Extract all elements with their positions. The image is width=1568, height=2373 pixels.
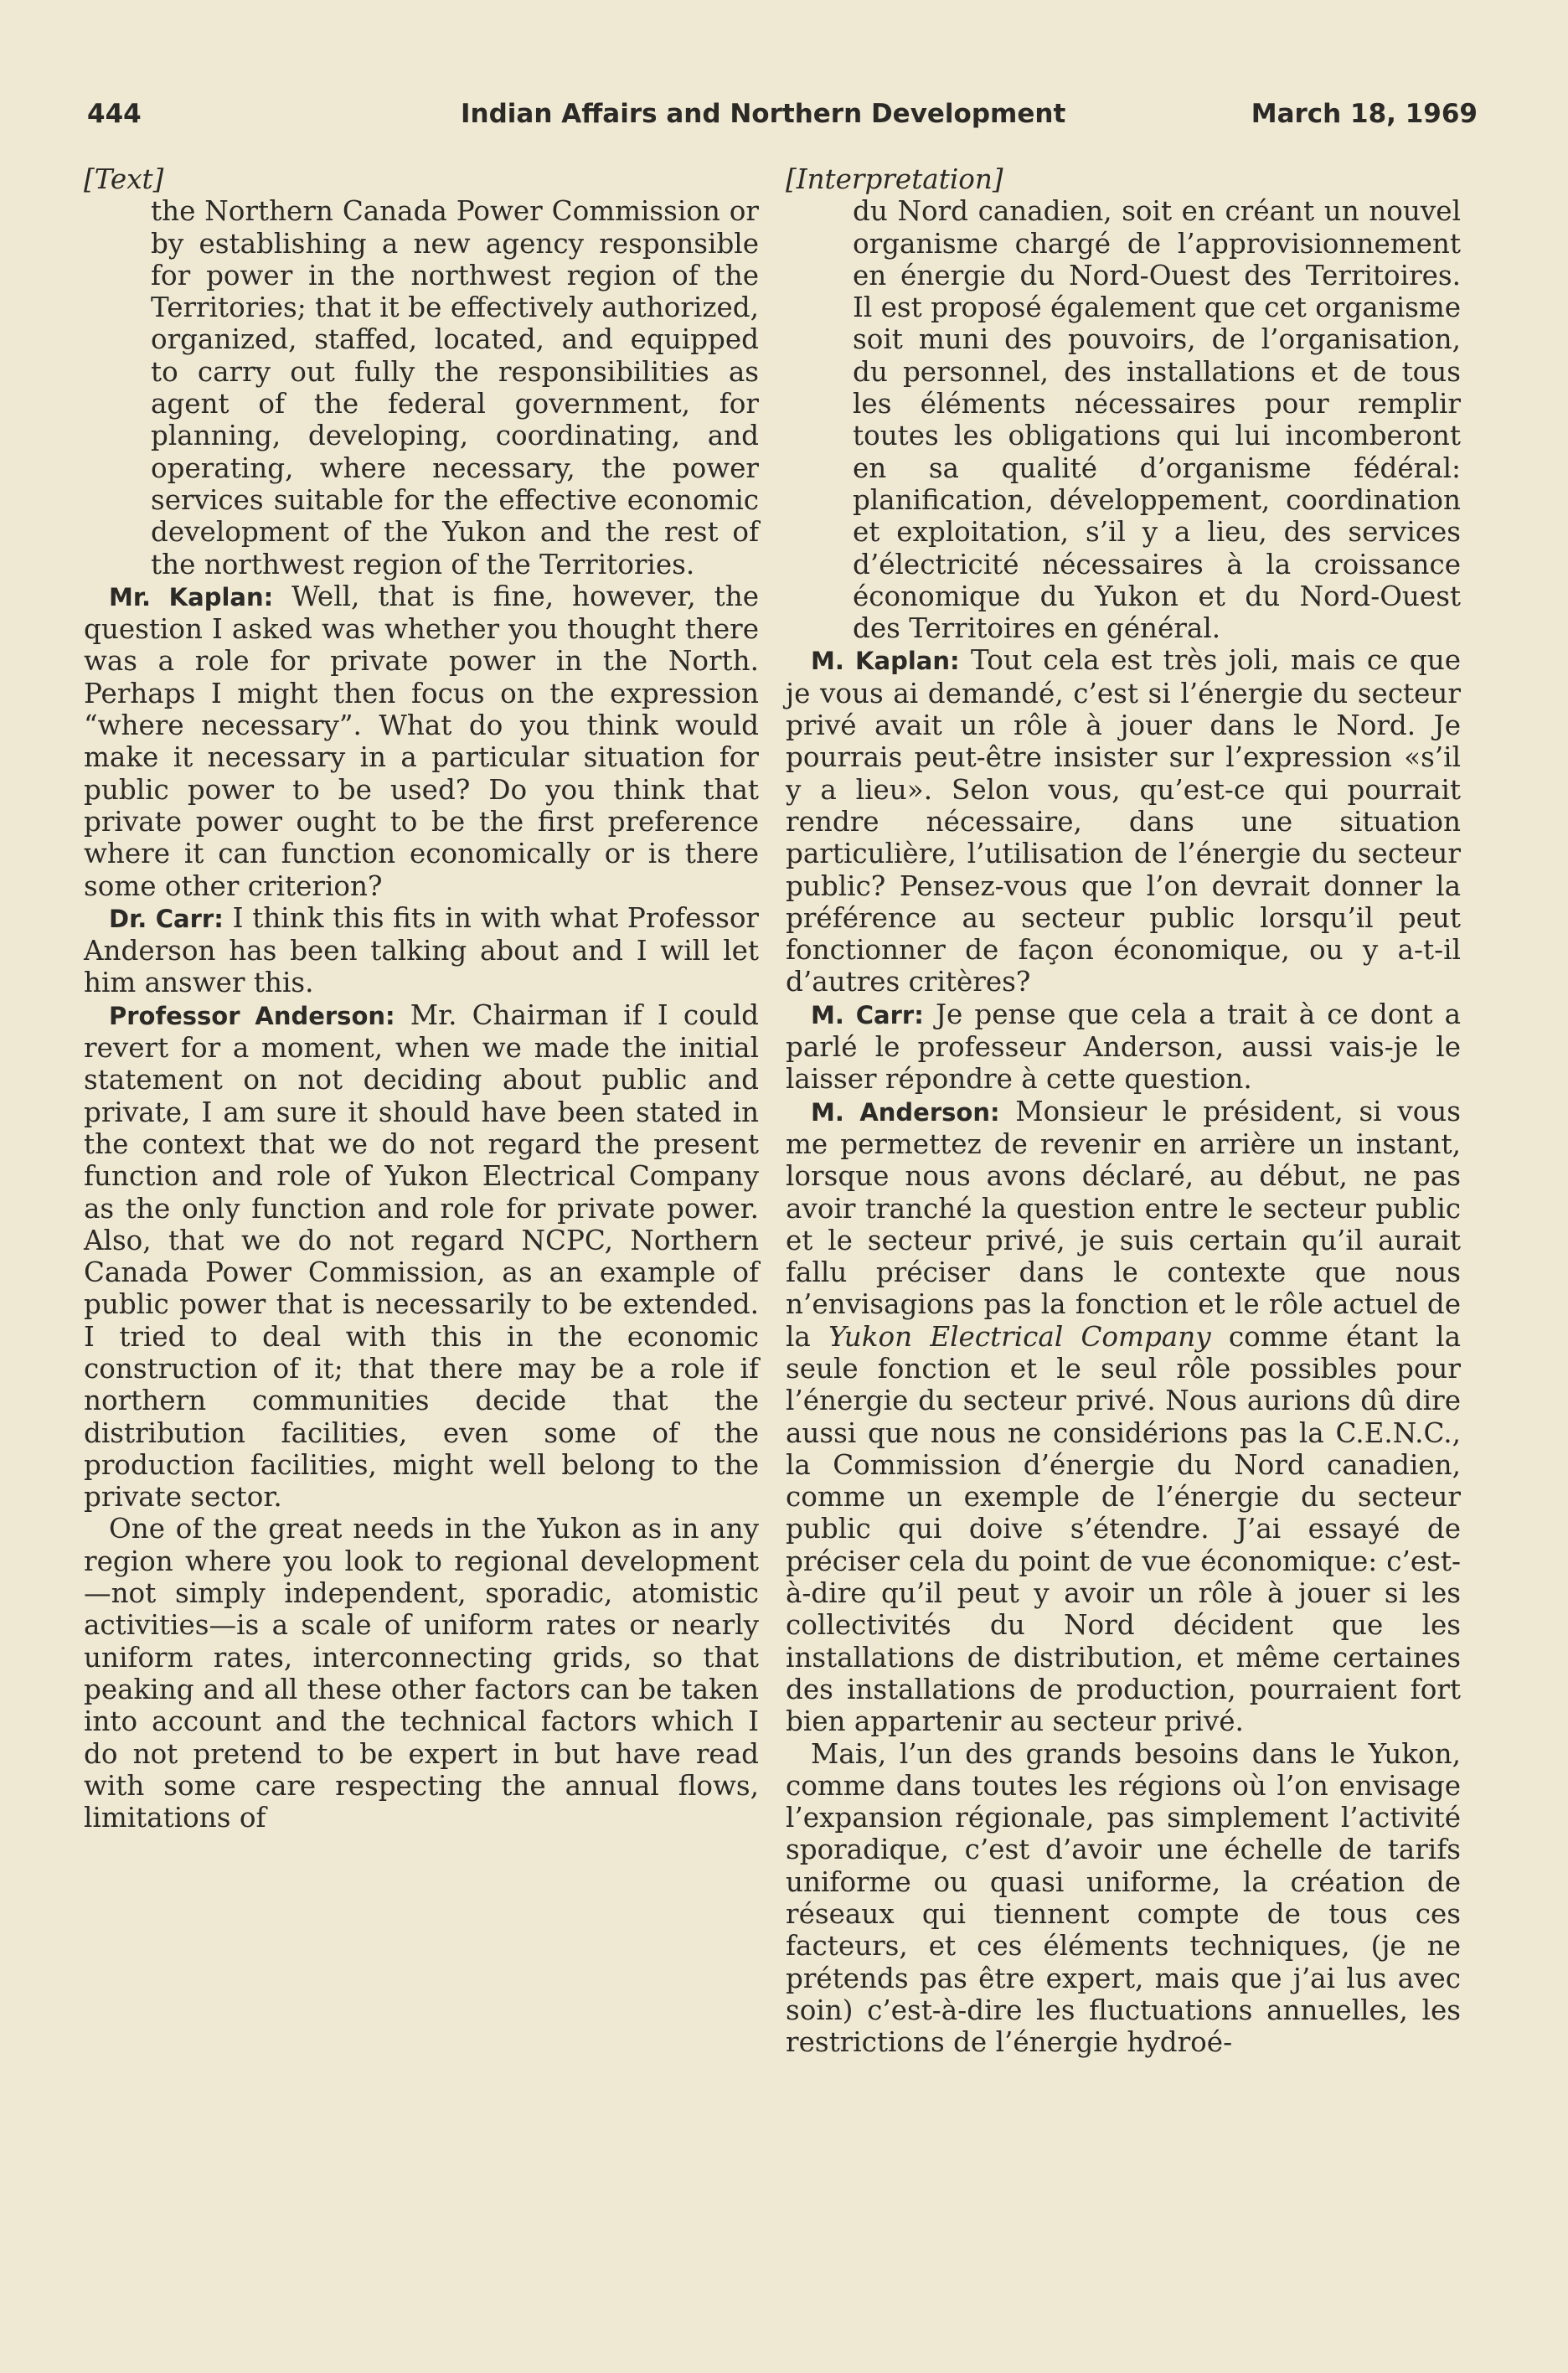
anderson-answer-fr [786,1096,1461,1738]
speaker-name: M. Anderson: [811,1097,1000,1127]
carr-answer [84,902,759,999]
anderson-answer [84,999,759,1514]
running-title: Indian Affairs and Northern Development [461,99,1066,129]
speech-text: Je pense que cela a trait à ce dont a parlé le professeur Anderson, aussi vais-je le laisser répondre à cette question. [786,998,1461,1096]
page-header [87,99,1478,132]
kaplan-question-fr [786,644,1461,998]
recommendation-paragraph: the Northern Canada Power Commission or by establishing a new agency responsible for power in the northwest region of the Territories; that it be effectively authorized, organized, staffed, located, and equipped to carry out fully the responsibilities as agent of the federal government, for planning, developing, coordinating, and operating, where necessary, the power services suitable for the effective economic development of the Yukon and the rest of the northwest region of the Territories. [151,195,759,580]
speaker-name: M. Kaplan: [811,647,960,676]
regional-needs-paragraph: One of the great needs in the Yukon as in any region where you look to regional development—not simply independent, sporadic, atomistic activities—is a scale of uniform rates or nearly uniform rates, interconnecting grids, so that peaking and all these other factors can be taken into account and the technical factors which I do not pretend to be expert in but have read with some care respecting the annual flows, limitations of [84,1513,759,1834]
carr-answer-fr [786,998,1461,1096]
speech-text: Tout cela est très joli, mais ce que je vous ai demandé, c’est si l’énergie du secteur privé avait un rôle à jouer dans le Nord. Je pourrais peut-être insister sur l’expression «s’il y a lieu». Selon vous, qu’est-ce qui pourrait rendre nécessaire, dans une situation particulière, l’utilisation de l’énergie du secteur public? Pensez-vous que l’on devrait donner la préférence au secteur public lorsqu’il peut fonctionner de façon économique, ou y a-t-il d’autres critères? [786,644,1461,998]
recommendation-paragraph-fr: du Nord canadien, soit en créant un nouvel organisme chargé de l’approvisionnement en énergie du Nord-Ouest des Territoires. Il est proposé également que cet organisme soit muni des pouvoirs, de l’organisation, du personnel, des installations et de tous les éléments nécessaires pour remplir toutes les obligations qui lui incomberont en sa qualité d’organisme fédéral: planification, développement, coordination et exploitation, s’il y a lieu, des services d’électricité nécessaires à la croissance économique du Yukon et du Nord-Ouest des Territoires en général. [853,195,1462,645]
interpretation-label: [Interpretation] [786,163,1003,195]
speech-text: Monsieur le président, si vous me permettez de revenir en arrière un instant, lorsque nous avons déclaré, au début, ne pas avoir tranché la question entre le secteur public et le secteur privé, je suis certain qu’il aurait fallu préciser dans le contexte que nous n’envisagions pas la fonction et le rôle actuel de la [786,1095,1462,1353]
speaker-name: Dr. Carr: [109,904,224,933]
page-number: 444 [87,99,142,129]
speech-text: comme étant la seule fonction et le seul rôle possibles pour l’énergie du secteur privé. Nous aurions dû dire aussi que nous ne considérions pas la C.E.N.C., la Commission d’énergie du Nord canadien, comme un exemple de l’énergie du secteur public qui doive s’étendre. J’ai essayé de préciser cela du point de vue économique: c’est-à-dire qu’il peut y avoir un rôle à jouer si les collectivités du Nord décident que les installations de distribution, et même certaines des installations de production, pourraient fort bien appartenir au secteur privé. [786,1320,1462,1738]
header-date: March 18, 1969 [1251,99,1478,129]
english-column [84,163,759,1834]
text-label: [Text] [84,163,164,195]
regional-needs-paragraph-fr: Mais, l’un des grands besoins dans le Yukon, comme dans toutes les régions où l’on envisage l’expansion régionale, pas simplement l’activité sporadique, c’est d’avoir une échelle de tarifs uniforme ou quasi uniforme, la création de réseaux qui tiennent compte de tous ces facteurs, et ces éléments techniques, (je ne prétends pas être expert, mais que j’ai lus avec soin) c’est-à-dire les fluctuations annuelles, les restrictions de l’énergie hydroé- [786,1737,1461,2059]
speaker-name: M. Carr: [811,1000,924,1029]
kaplan-question [84,580,759,902]
company-name: Yukon Electrical Company [828,1320,1211,1353]
speaker-name: Mr. Kaplan: [109,582,274,611]
speech-text: Well, that is fine, however, the question I asked was whether you thought there was a role for private power in the North. Perhaps I might then focus on the expression “where necessary”. What do you think would make it necessary in a particular situation for public power to be used? Do you think that private power ought to be the first preference where it can function economically or is there some other criterion? [84,580,759,902]
speech-text: Mr. Chairman if I could revert for a moment, when we made the initial statement on not deciding about public and private, I am sure it should have been stated in the context that we do not regard the present function and role of Yukon Electrical Company as the only function and role for private power. Also, that we do not regard NCPC, Northern Canada Power Commission, as an example of public power that is necessarily to be extended. I tried to deal with this in the economic construction of it; that there may be a role if northern communities decide that the distribution facilities, even some of the production facilities, might well belong to the private sector. [84,998,759,1514]
speech-text: I think this fits in with what Professor Anderson has been talking about and I will let him answer this. [84,901,760,999]
speaker-name: Professor Anderson: [109,1001,395,1030]
french-column [786,163,1461,2059]
